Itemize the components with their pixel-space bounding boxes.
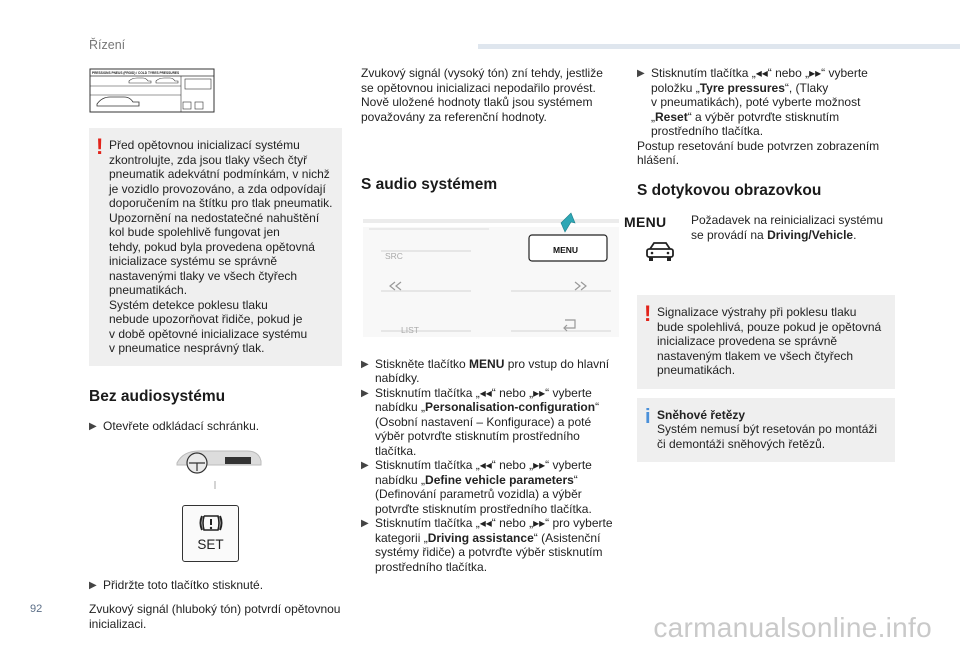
text-segment: výběr potvrďte stisknutím prostředního (375, 429, 580, 443)
text-line (651, 124, 895, 139)
text-line (375, 386, 623, 401)
text-line (375, 502, 623, 517)
text-line: tehdy, pokud byla provedena opětovná (109, 239, 315, 254)
text-segment: Personalisation-configuration (425, 400, 596, 414)
set-button-label: SET (197, 536, 224, 552)
text-line: kol bude spolehlivě fungovat jen (109, 225, 280, 239)
text-segment: tlačítka. (375, 443, 417, 458)
bullet-marker-icon: ▶ (361, 460, 369, 471)
warning-icon: ! (644, 301, 652, 326)
text-segment: (Definování parametrů vozidla) a výběr (375, 487, 582, 501)
intro-text (361, 66, 623, 124)
text-line: Postup resetování bude potvrzen zobrazením (637, 138, 880, 153)
warning-notice-reinit (89, 128, 342, 366)
step-tyre-pressures (637, 66, 895, 139)
text-line: je vozidlo provozováno, a zda odpovídají (109, 181, 326, 196)
text-line: považovány za referenční hodnoty. (361, 109, 547, 124)
info-text (657, 422, 887, 451)
audio-panel-figure (361, 205, 623, 339)
text-line: Systém detekce poklesu tlaku (109, 297, 268, 312)
text-segment: . (853, 227, 857, 242)
text-line (651, 95, 895, 110)
column-3 (624, 66, 895, 462)
text-line: inicializace systému se správně (109, 254, 278, 268)
text-line (375, 473, 623, 488)
text-line: či demontáži sněhových řetězů. (657, 436, 826, 451)
text-segment: prostředního tlačítka. (651, 124, 764, 138)
text-line: se opětovnou inicializaci nepodařilo provést. (361, 80, 596, 95)
text-segment: nabídku „ (375, 400, 426, 414)
info-icon: i (645, 405, 651, 428)
text-segment: Tyre pressures (699, 80, 785, 95)
warning-text (657, 305, 887, 378)
reset-confirmation-text (637, 139, 895, 168)
src-button[interactable]: SRC (385, 250, 403, 261)
text-segment: kategorii „ (375, 530, 428, 545)
text-line (691, 213, 895, 228)
text-line (375, 415, 623, 430)
text-segment: Reset (655, 109, 688, 124)
page-number: 92 (30, 603, 43, 615)
audio-step (361, 357, 623, 386)
text-line: v pneumatice nesprávný tlak. (109, 341, 265, 355)
audio-step (361, 516, 623, 574)
column-1 (89, 60, 342, 631)
text-segment: systémy řidiče) a potvrďte výběr stisknutím (375, 545, 603, 559)
text-line: Nově uložené hodnoty tlaků jsou systémem (361, 95, 593, 109)
text-segment: “ (595, 400, 600, 414)
text-line (651, 66, 895, 81)
header-title: Řízení (89, 38, 126, 52)
text-segment: Driving assistance (427, 530, 534, 545)
heading-s-dotykovou-obrazovkou: S dotykovou obrazovkou (637, 181, 822, 199)
text-segment: Stisknutím tlačítka „◂◂“ nebo „▸▸“ vyberte (375, 458, 592, 472)
text-line (375, 400, 623, 415)
text-segment: MENU (469, 356, 505, 371)
bullet-marker-icon: ▶ (637, 68, 645, 79)
audio-steps (361, 357, 623, 575)
text-line: hlášení. (637, 153, 680, 167)
text-line: nebude upozorňovat řidiče, pokud je (109, 312, 303, 326)
text-line (375, 458, 623, 473)
text-segment: Stisknutím tlačítka „◂◂“ nebo „▸▸“ vyberte (651, 66, 868, 80)
warning-icon: ! (96, 134, 104, 159)
tpms-set-button[interactable] (182, 505, 239, 562)
text-line: nastaveným tlakem ve všech čtyřech (657, 348, 854, 363)
info-title: Sněhové řetězy (657, 407, 746, 422)
text-line (375, 429, 623, 444)
text-segment: Stisknutím tlačítka „◂◂“ nebo „▸▸“ vyberte (375, 385, 592, 400)
text-line: pneumatikách. (657, 363, 736, 377)
text-line: inicializace provedena se správně (657, 334, 838, 348)
text-line (651, 110, 895, 125)
text-line: Systém nemusí být resetován po montáži (657, 422, 878, 436)
header-bar (478, 44, 960, 49)
text-line: bude spolehlivá, pouze pokud je opětovná (657, 319, 882, 334)
step-hold-button: ▶ Přidržte toto tlačítko stisknuté. (89, 577, 264, 592)
menu-label: MENU (624, 214, 667, 230)
heading-bez-audiosystemu: Bez audiosystému (89, 387, 226, 405)
text-segment: položku „ (651, 80, 700, 95)
text-segment: Driving/Vehicle (767, 227, 854, 242)
text-segment: “ (573, 472, 578, 487)
text-segment: Požadavek na reinicializaci systému (691, 213, 884, 227)
text-line (375, 487, 623, 502)
text-segment: nabídky. (375, 371, 420, 385)
text-segment: „ (651, 109, 655, 124)
text-line: Před opětovnou inicializací systému (109, 138, 300, 152)
bullet-marker-icon: ▶ (361, 358, 369, 370)
tyre-pressure-label-figure (89, 60, 342, 124)
bullet-marker-icon: ▶ (361, 518, 369, 529)
text-line (651, 81, 895, 96)
text-line (375, 371, 623, 386)
text-line (375, 545, 623, 560)
text-line: zkontrolujte, zda jsou tlaky všech čtyř (109, 152, 308, 167)
text-line: doporučením na štítku pro tlak pneumatik. (109, 196, 333, 210)
tyre-pressure-warning-icon (198, 513, 224, 539)
bullet-marker-icon: ▶ (89, 421, 97, 432)
text-segment: potvrďte stisknutím prostředního tlačítka. (375, 501, 592, 516)
warning-notice-touchscreen (637, 295, 895, 389)
bullet-marker-icon: ▶ (361, 387, 369, 399)
text-line (375, 560, 623, 575)
text-line: Upozornění na nedostatečné nahuštění (109, 210, 320, 225)
text-segment: se provádí na (691, 227, 768, 242)
bullet-marker-icon: ▶ (89, 579, 97, 591)
audio-step (361, 458, 623, 516)
text-line: v době opětovné inicializace systému (109, 326, 308, 341)
info-notice-snow-chains (637, 398, 895, 462)
warning-text (109, 138, 334, 356)
request-text (691, 213, 895, 242)
text-line (375, 357, 623, 372)
text-segment: “ (Asistenční (533, 530, 601, 545)
text-line: pneumatikách. (109, 283, 188, 297)
text-line: inicializaci. (89, 616, 147, 631)
text-line: Zvukový signál (vysoký tón) zní tehdy, jestliže (361, 66, 603, 80)
text-line (691, 228, 895, 243)
menu-button[interactable]: MENU (553, 244, 579, 255)
audio-step (361, 386, 623, 459)
text-line (375, 516, 623, 531)
text-segment: Stisknutím tlačítka „◂◂“ nebo „▸▸“ pro vyberte (375, 516, 613, 530)
glovebox-figure (89, 445, 342, 505)
text-line: nastavenými tlaky ve všech čtyřech (109, 268, 298, 283)
text-line (375, 531, 623, 546)
text-line: Zvukový signál (hluboký tón) potvrdí opětovnou (89, 602, 341, 616)
text-segment: prostředního tlačítka. (375, 559, 488, 574)
text-segment: Stiskněte tlačítko (375, 356, 470, 371)
step-open-glovebox: ▶ Otevřete odkládací schránku. (89, 419, 260, 433)
text-segment: nabídku „ (375, 472, 426, 487)
column-2 (361, 66, 623, 574)
vehicle-icon (645, 240, 675, 266)
text-line (375, 444, 623, 459)
text-segment: Define vehicle parameters (425, 472, 574, 487)
text-line: pneumatik adekvátní podmínkám, v nichž (109, 167, 330, 181)
text-segment: “ a výběr potvrďte stisknutím (687, 109, 840, 124)
heading-s-audio-systemem: S audio systémem (361, 176, 498, 193)
text-segment: (Osobní nastavení – Konfigurace) a poté (375, 414, 592, 429)
touchscreen-request (624, 210, 895, 270)
tyre-label-title: PRESSIONS PNEUS (FROID) / COLD TYRES PRESSURES (92, 71, 180, 75)
confirmation-text (89, 602, 342, 631)
text-segment: pro vstup do hlavní (504, 356, 610, 371)
watermark: carmanualsonline.info (653, 612, 932, 643)
text-line: Signalizace výstrahy při poklesu tlaku (657, 305, 857, 319)
list-button[interactable]: LIST (401, 324, 419, 335)
text-segment: v pneumatikách), poté vyberte možnost (651, 95, 861, 109)
text-segment: “, (Tlaky (784, 80, 829, 95)
